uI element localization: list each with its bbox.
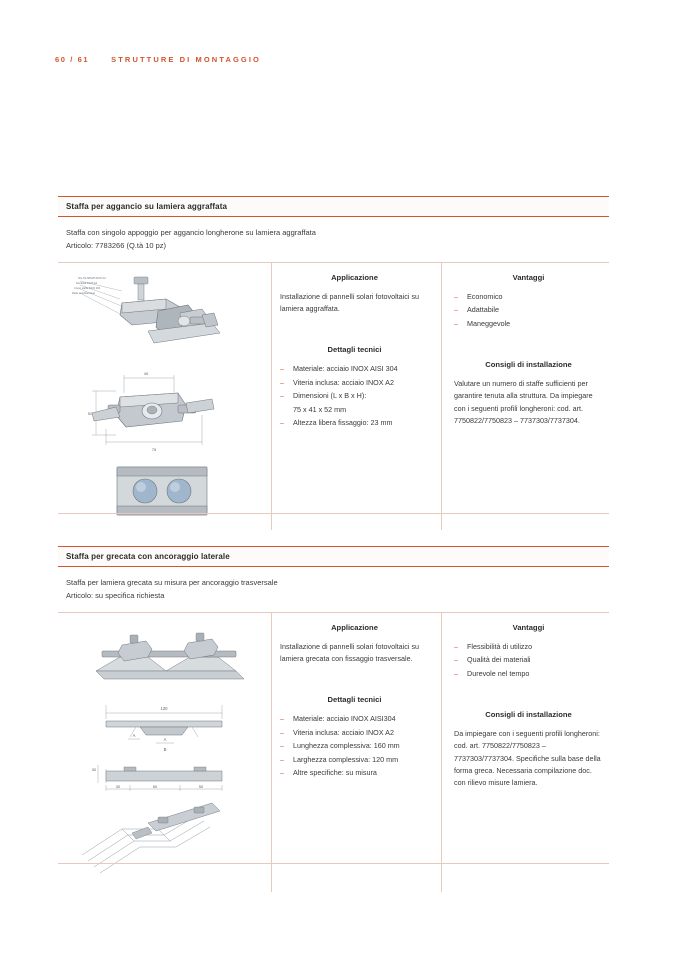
advantages-install-column (441, 613, 609, 892)
product-title: Staffa per grecata con ancoraggio laterale (66, 552, 230, 561)
svg-text:40: 40 (143, 371, 149, 376)
list-item: – Viteria inclusa: acciaio INOX A2 (280, 377, 429, 389)
list-item: – Maneggevole (454, 318, 603, 330)
list-item: – Economico (454, 291, 603, 303)
details-list (280, 713, 429, 779)
figure-bracket-dimensions (62, 363, 267, 455)
list-item: – Altezza libera fissaggio: 23 mm (280, 417, 429, 429)
list-item: – Lunghezza complessiva: 160 mm (280, 740, 429, 752)
product-block-1 (58, 196, 609, 530)
list-item: – Durevole nel tempo (454, 668, 603, 680)
svg-text:Dado autobloccante: Dado autobloccante (72, 292, 96, 295)
list-item: – Materiale: acciaio INOX AISI 304 (280, 363, 429, 375)
product-title: Staffa per aggancio su lamiera aggraffata (66, 202, 228, 211)
block-divider-2 (58, 863, 609, 864)
details-heading: Dettagli tecnici (327, 695, 382, 705)
application-text: Installazione di pannelli solari fotovoltaici su lamiera grecata con fissaggio trasversale. (280, 642, 420, 664)
product-article: Articolo: 7783266 (Q.tà 10 pz) (66, 241, 167, 250)
install-text: Valutare un numero di staffe sufficienti per garantire tenuta alla struttura. Da impiegare con i seguenti profili longheroni: cod. art. 7750822/7750823 – 7737303/7737304. (454, 379, 593, 425)
product-article: Articolo: su specifica richiesta (66, 591, 165, 600)
details-list (280, 363, 429, 429)
figure-grecata-bracket (62, 627, 267, 693)
product-title-bar (58, 196, 609, 217)
advantages-list (454, 291, 603, 330)
application-details-column (271, 263, 441, 530)
install-heading: Consigli di installazione (485, 360, 572, 370)
svg-text:A: A (163, 737, 167, 742)
figures-column (58, 613, 271, 892)
list-item: – Larghezza complessiva: 120 mm (280, 754, 429, 766)
product-description: Staffa con singolo appoggio per aggancio longherone su lamiera aggraffata (66, 228, 316, 237)
product-subheader (58, 567, 609, 602)
list-item: – Adattabile (454, 304, 603, 316)
page-number: 60 / 61 (55, 55, 90, 64)
svg-text:75: 75 (151, 447, 157, 452)
svg-text:B: B (163, 747, 167, 752)
advantages-install-column (441, 263, 609, 530)
svg-text:50: 50 (152, 784, 158, 789)
svg-text:30: 30 (115, 784, 121, 789)
install-heading: Consigli di installazione (485, 710, 572, 720)
application-heading: Applicazione (331, 273, 378, 282)
list-item: – Materiale: acciaio INOX AISI304 (280, 713, 429, 725)
figures-column (58, 263, 271, 530)
figure-bracket-exploded (62, 269, 267, 357)
list-item: – Flessibilità di utilizzo (454, 641, 603, 653)
product-body (58, 262, 609, 530)
svg-text:A: A (132, 733, 136, 738)
svg-text:Rondella INOX A2: Rondella INOX A2 (76, 282, 98, 285)
application-text: Installazione di pannelli solari fotovoltaici su lamiera aggraffata. (280, 292, 420, 314)
advantages-list (454, 641, 603, 680)
product-subheader (58, 217, 609, 252)
section-title: STRUTTURE DI MONTAGGIO (111, 55, 261, 64)
product-description: Staffa per lamiera grecata su misura per ancoraggio trasversale (66, 578, 278, 587)
details-heading: Dettagli tecnici (327, 345, 382, 355)
list-item: – Altre specifiche: su misura (280, 767, 429, 779)
figure-bracket-section (62, 459, 267, 525)
figure-grecata-dimensions (62, 699, 267, 757)
block-divider-1 (58, 513, 609, 514)
svg-text:50: 50 (198, 784, 204, 789)
svg-text:52: 52 (87, 411, 93, 416)
figure-grecata-side (62, 757, 267, 797)
advantages-heading: Vantaggi (512, 623, 545, 632)
list-item: – Qualità dei materiali (454, 654, 603, 666)
product-block-2 (58, 546, 609, 892)
product-title-bar (58, 546, 609, 567)
list-item: – Dimensioni (L x B x H): (280, 390, 429, 402)
application-details-column (271, 613, 441, 892)
svg-text:120: 120 (160, 706, 168, 711)
svg-text:Corpo staffa INOX 304: Corpo staffa INOX 304 (74, 287, 101, 290)
svg-text:Vite TE M8x25 INOX A2: Vite TE M8x25 INOX A2 (78, 277, 106, 280)
svg-text:30: 30 (91, 767, 97, 772)
install-text: Da impiegare con i seguenti profili longheroni: cod. art. 7750822/7750823 – 7737303/7737304. Specifiche sulla base della forma greca. Necessaria compilazione doc. con rilievo misure lamiera. (454, 729, 601, 788)
page-header (55, 55, 261, 64)
application-heading: Applicazione (331, 623, 378, 632)
advantages-heading: Vantaggi (512, 273, 545, 282)
list-item: – Viteria inclusa: acciaio INOX A2 (280, 727, 429, 739)
product-body (58, 612, 609, 892)
list-item: 75 x 41 x 52 mm (293, 404, 347, 414)
